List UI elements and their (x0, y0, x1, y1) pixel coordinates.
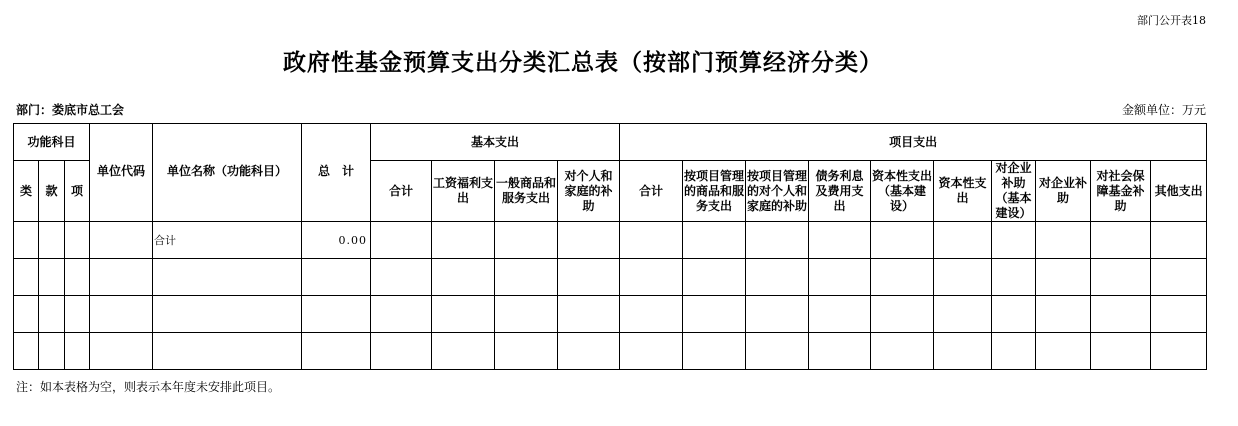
total-cell (302, 333, 371, 370)
total-cell: 0.00 (302, 222, 371, 259)
kuan-cell (39, 296, 65, 333)
amount-cell (1151, 296, 1207, 333)
amount-cell (934, 333, 992, 370)
table-row (14, 259, 1207, 296)
unit-code-cell (90, 222, 153, 259)
amount-cell (620, 222, 683, 259)
page-number: 部门公开表18 (1137, 14, 1206, 27)
kuan-header: 款 (39, 161, 65, 222)
xiang-header: 项 (65, 161, 90, 222)
amount-cell (495, 222, 558, 259)
unit-code-cell (90, 333, 153, 370)
amount-cell (371, 222, 432, 259)
project-col-header: 资本性支出（基本建设） (871, 161, 934, 222)
amount-cell (432, 222, 495, 259)
amount-cell (1151, 333, 1207, 370)
kuan-cell (39, 259, 65, 296)
amount-cell (871, 259, 934, 296)
basic-col-header: 对个人和家庭的补助 (558, 161, 620, 222)
table-row (14, 333, 1207, 370)
amount-cell (871, 296, 934, 333)
amount-cell (1091, 259, 1151, 296)
amount-cell (1036, 259, 1091, 296)
unit-name-header: 单位名称（功能科目） (153, 124, 302, 222)
amount-cell (1091, 222, 1151, 259)
unit-name-cell (153, 259, 302, 296)
amount-cell (1151, 222, 1207, 259)
project-col-header: 债务利息及费用支出 (809, 161, 871, 222)
amount-cell (809, 296, 871, 333)
project-col-header: 其他支出 (1151, 161, 1207, 222)
amount-cell (620, 296, 683, 333)
amount-cell (683, 296, 746, 333)
unit-code-cell (90, 259, 153, 296)
amount-cell (934, 259, 992, 296)
amount-cell (558, 333, 620, 370)
amount-cell (746, 333, 809, 370)
project-expense-header: 项目支出 (620, 124, 1207, 161)
xiang-cell (65, 296, 90, 333)
amount-cell (809, 222, 871, 259)
xiang-cell (65, 333, 90, 370)
amount-cell (992, 333, 1036, 370)
basic-expense-header: 基本支出 (371, 124, 620, 161)
lei-cell (14, 259, 39, 296)
amount-cell (871, 222, 934, 259)
amount-cell (746, 222, 809, 259)
department-label: 部门：娄底市总工会 (16, 103, 125, 117)
amount-cell (432, 259, 495, 296)
lei-cell (14, 222, 39, 259)
amount-cell (809, 333, 871, 370)
amount-cell (620, 333, 683, 370)
unit-name-cell: 合计 (153, 222, 302, 259)
amount-cell (1151, 259, 1207, 296)
unit-code-cell (90, 296, 153, 333)
amount-cell (1036, 333, 1091, 370)
unit-name-cell (153, 296, 302, 333)
project-col-header: 合计 (620, 161, 683, 222)
basic-col-header: 一般商品和服务支出 (495, 161, 558, 222)
amount-cell (558, 259, 620, 296)
amount-cell (683, 222, 746, 259)
project-col-header: 对企业补助（基本建设） (992, 161, 1036, 222)
project-col-header: 对社会保障基金补助 (1091, 161, 1151, 222)
total-header: 总 计 (302, 124, 371, 222)
amount-cell (371, 259, 432, 296)
amount-cell (371, 296, 432, 333)
project-col-header: 按项目管理的商品和服务支出 (683, 161, 746, 222)
amount-cell (432, 296, 495, 333)
amount-cell (809, 259, 871, 296)
amount-cell (746, 296, 809, 333)
amount-cell (495, 333, 558, 370)
basic-col-header: 合计 (371, 161, 432, 222)
amount-cell (746, 259, 809, 296)
footnote: 注：如本表格为空，则表示本年度未安排此项目。 (16, 380, 281, 394)
amount-cell (495, 259, 558, 296)
budget-table (13, 123, 1207, 370)
amount-cell (1091, 296, 1151, 333)
page-title: 政府性基金预算支出分类汇总表（按部门预算经济分类） (283, 49, 883, 76)
amount-cell (371, 333, 432, 370)
project-col-header: 对企业补助 (1036, 161, 1091, 222)
amount-cell (432, 333, 495, 370)
amount-cell (992, 259, 1036, 296)
amount-cell (620, 259, 683, 296)
table-row (14, 296, 1207, 333)
func-subject-header: 功能科目 (14, 124, 90, 161)
lei-cell (14, 333, 39, 370)
kuan-cell (39, 333, 65, 370)
amount-cell (558, 296, 620, 333)
amount-unit-label: 金额单位：万元 (1121, 103, 1206, 117)
unit-name-cell (153, 333, 302, 370)
amount-cell (992, 296, 1036, 333)
amount-cell (1036, 296, 1091, 333)
lei-cell (14, 296, 39, 333)
amount-cell (934, 222, 992, 259)
amount-cell (683, 333, 746, 370)
xiang-cell (65, 222, 90, 259)
project-col-header: 资本性支出 (934, 161, 992, 222)
project-col-header: 按项目管理的对个人和家庭的补助 (746, 161, 809, 222)
total-cell (302, 296, 371, 333)
amount-cell (992, 222, 1036, 259)
table-row (14, 222, 1207, 259)
amount-cell (1091, 333, 1151, 370)
kuan-cell (39, 222, 65, 259)
amount-cell (558, 222, 620, 259)
unit-code-header: 单位代码 (90, 124, 153, 222)
amount-cell (1036, 222, 1091, 259)
lei-header: 类 (14, 161, 39, 222)
amount-cell (495, 296, 558, 333)
amount-cell (871, 333, 934, 370)
basic-col-header: 工资福利支出 (432, 161, 495, 222)
amount-cell (683, 259, 746, 296)
xiang-cell (65, 259, 90, 296)
amount-cell (934, 296, 992, 333)
total-cell (302, 259, 371, 296)
